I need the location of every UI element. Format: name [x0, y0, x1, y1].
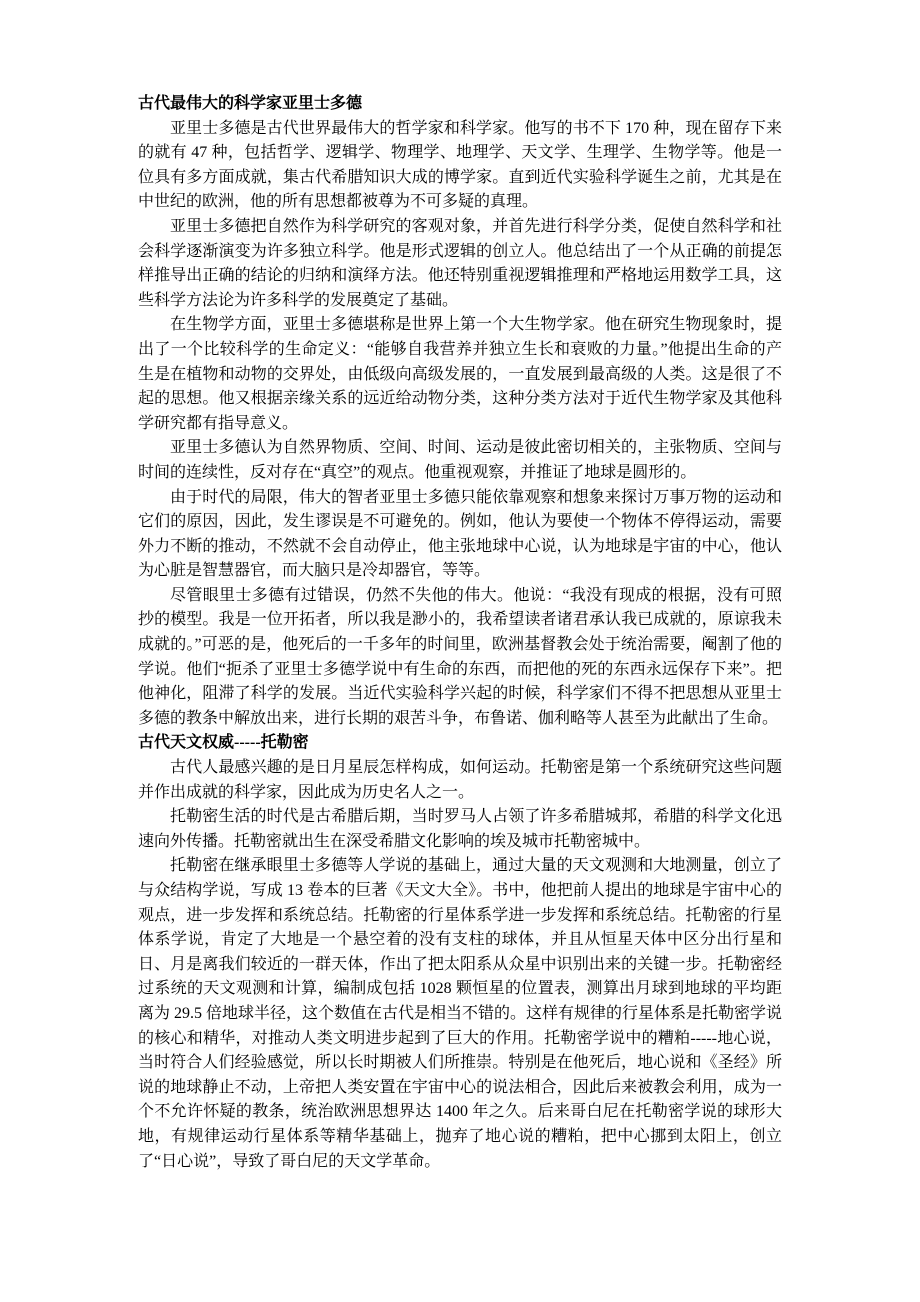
section-heading-ptolemy: 古代天文权威-----托勒密: [138, 734, 309, 752]
paragraph-aristotle-6: 尽管眼里士多德有过错误，仍然不失他的伟大。他说：“我没有现成的根据，没有可照抄的模型。我是一位开拓者，所以我是渺小的，我希望读者诸君承认我已成就的，原谅我未成就的。”可恶的是，他死后的一千多年的时间里，欧洲基督教会处于统治需要，阉割了他的学说。他们“扼杀了亚里士多德学说中有生命的东西，而把他的死的东西永远保存下来”。把他神化，阻滞了科学的发展。当近代实验科学兴起的时候，科学家们不得不把思想从亚里士多德的教条中解放出来，进行长期的艰苦斗争，布鲁诺、伽利略等人甚至为此献出了生命。: [138, 586, 782, 727]
paragraph-ptolemy-3: 托勒密在继承眼里士多德等人学说的基础上，通过大量的天文观测和大地测量，创立了与众结构学说，写成 13 卷本的巨著《天文大全》。书中，他把前人提出的地球是宇宙中心的观点，进一步发挥和系统总结。托勒密的行星体系学进一步发挥和系统总结。托勒密的行星体系学说，肯定了大地是一个悬空着的没有支柱的球体，并且从恒星天体中区分出行星和日、月是离我们较近的一群天体，作出了把太阳系从众星中识别出来的关键一步。托勒密经过系统的天文观测和计算，编制成包括 1028 颗恒星的位置表，测算出月球到地球的平均距离为 29.5 倍地球半径，这个数值在古代是相当不错的。这样有规律的行星体系是托勒密学说的核心和精华，对推动人类文明进步起到了巨大的作用。托勒密学说中的糟粕-----地心说，当时符合人们经验感觉，所以长时期被人们所推崇。特别是在他死后，地心说和《圣经》所说的地球静止不动，上帝把人类安置在宇宙中心的说法相合，因此后来被教会利用，成为一个不允许怀疑的教条，统治欧洲思想界达 1400 年之久。后来哥白尼在托勒密学说的球形大地，有规律运动行星体系等精华基础上，抛弃了地心说的糟粕，把中心挪到太阳上，创立了“日心说”，导致了哥白尼的天文学革命。: [138, 857, 783, 1170]
paragraph-aristotle-3: 在生物学方面，亚里士多德堪称是世界上第一个大生物学家。他在研究生物现象时，提出了一个比较科学的生命定义：“能够自我营养并独立生长和衰败的力量。”他提出生命的产生是在植物和动物的交界处，由低级向高级发展的，一直发展到最高级的人类。这是很了不起的思想。他又根据亲缘关系的远近给动物分类，这种分类方法对于近代生物学家及其他科学研究都有指导意义。: [138, 316, 782, 432]
paragraph-ptolemy-1: 古代人最感兴趣的是日月星辰怎样构成，如何运动。托勒密是第一个系统研究这些问题并作出成就的科学家，因此成为历史名人之一。: [138, 759, 782, 801]
paragraph-ptolemy-2: 托勒密生活的时代是古希腊后期，当时罗马人占领了许多希腊城邦，希腊的科学文化迅速向外传播。托勒密就出生在深受希腊文化影响的埃及城市托勒密城中。: [138, 808, 782, 850]
paragraph-aristotle-5: 由于时代的局限，伟大的智者亚里士多德只能依靠观察和想象来探讨万事万物的运动和它们的原因，因此，发生谬误是不可避免的。例如，他认为要使一个物体不停得运动，需要外力不断的推动，不然就不会自动停止，他主张地球中心说，认为地球是宇宙的中心，他认为心脏是智慧器官，而大脑只是冷却器官，等等。: [138, 488, 782, 580]
paragraph-aristotle-4: 亚里士多德认为自然界物质、空间、时间、运动是彼此密切相关的，主张物质、空间与时间的连续性，反对存在“真空”的观点。他重视观察，并推证了地球是圆形的。: [138, 439, 782, 481]
paragraph-aristotle-1: 亚里士多德是古代世界最伟大的哲学家和科学家。他写的书不下 170 种，现在留存下来的就有 47 种，包括哲学、逻辑学、物理学、地理学、天文学、生理学、生物学等。他是一位具有多方面成就，集古代希腊知识大成的博学家。直到近代实验科学诞生之前，尤其是在中世纪的欧洲，他的所有思想都被尊为不可多疑的真理。: [138, 119, 782, 211]
paragraph-aristotle-2: 亚里士多德把自然作为科学研究的客观对象，并首先进行科学分类，促使自然科学和社会科学逐渐演变为许多独立科学。他是形式逻辑的创立人。他总结出了一个从正确的前提怎样推导出正确的结论的归纳和演绎方法。他还特别重视逻辑推理和严格地运用数学工具，这些科学方法论为许多科学的发展奠定了基础。: [138, 217, 782, 309]
section-heading-aristotle: 古代最伟大的科学家亚里士多德: [138, 95, 363, 112]
